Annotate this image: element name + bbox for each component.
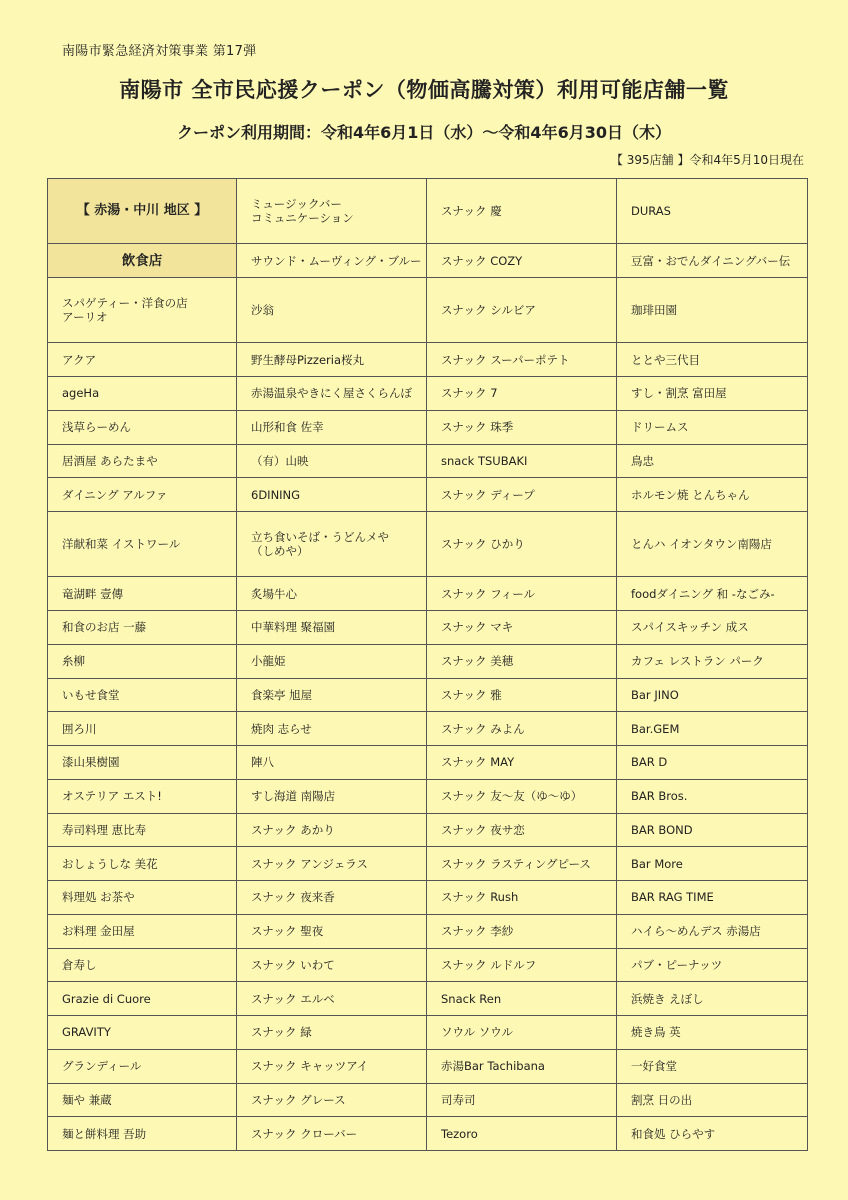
store-cell: ととや三代目 [617, 343, 808, 377]
store-cell: 6DINING [237, 478, 427, 512]
store-cell: Bar JINO [617, 678, 808, 712]
store-cell: 和食のお店 一藤 [48, 611, 237, 645]
table-row [48, 678, 808, 712]
area-label: 【 赤湯・中川 地区 】 [48, 179, 237, 244]
store-cell: DURAS [617, 179, 808, 244]
store-cell: 洋献和菜 イストワール [48, 512, 237, 577]
store-cell: 中華料理 聚福園 [237, 611, 427, 645]
store-cell: カフェ レストラン パーク [617, 644, 808, 678]
store-cell: 浅草らーめん [48, 410, 237, 444]
table-row [48, 982, 808, 1016]
table-row [48, 512, 808, 577]
store-cell: スナック キャッツアイ [237, 1049, 427, 1083]
store-cell: 浜焼き えぼし [617, 982, 808, 1016]
store-cell: スナック 友～友（ゆ～ゆ） [427, 779, 617, 813]
category-label: 飲食店 [48, 244, 237, 278]
store-cell: 食楽亭 旭屋 [237, 678, 427, 712]
store-cell: 糸柳 [48, 644, 237, 678]
table-row [48, 746, 808, 780]
store-cell: 沙翁 [237, 278, 427, 343]
page-title: 南陽市 全市民応援クーポン（物価高騰対策）利用可能店舗一覧 [119, 78, 729, 102]
store-cell: 麺や 兼蔵 [48, 1083, 237, 1117]
store-cell: 山形和食 佐幸 [237, 410, 427, 444]
store-cell: スナック ラスティングピース [427, 847, 617, 881]
store-cell: おしょうしな 美花 [48, 847, 237, 881]
table-row [48, 712, 808, 746]
store-cell: 漆山果樹園 [48, 746, 237, 780]
table-row [48, 577, 808, 611]
store-cell: 珈琲田園 [617, 278, 808, 343]
store-cell: 麺と餅料理 吾助 [48, 1117, 237, 1151]
store-cell: 鳥忠 [617, 444, 808, 478]
store-table-body [48, 179, 808, 1151]
store-cell: 立ち食いそば・うどんメや （しめや） [237, 512, 427, 577]
store-cell: スナック ディープ [427, 478, 617, 512]
store-cell: ハイら～めんデス 赤湯店 [617, 914, 808, 948]
store-cell: snack TSUBAKI [427, 444, 617, 478]
store-cell: スナック 李紗 [427, 914, 617, 948]
store-count-date: 【 395店舗 】令和4年5月10日現在 [610, 153, 804, 167]
table-row [48, 478, 808, 512]
table-row [48, 244, 808, 278]
store-cell: 豆富・おでんダイニングバー伝 [617, 244, 808, 278]
store-cell: スパイスキッチン 成ス [617, 611, 808, 645]
table-row [48, 1016, 808, 1050]
table-row [48, 1049, 808, 1083]
store-cell: 司寿司 [427, 1083, 617, 1117]
store-cell: スナック フィール [427, 577, 617, 611]
store-cell: 竜湖畔 壹傳 [48, 577, 237, 611]
table-row [48, 444, 808, 478]
store-cell: とんハ イオンタウン南陽店 [617, 512, 808, 577]
store-cell: サウンド・ムーヴィング・ブルー [237, 244, 427, 278]
store-cell: foodダイニング 和 -なごみ- [617, 577, 808, 611]
store-cell: ageHa [48, 377, 237, 411]
table-row [48, 377, 808, 411]
store-cell: ダイニング アルファ [48, 478, 237, 512]
table-row [48, 278, 808, 343]
store-table [47, 178, 808, 1151]
store-cell: スナック グレース [237, 1083, 427, 1117]
store-cell: BAR RAG TIME [617, 881, 808, 915]
table-row [48, 1117, 808, 1151]
store-cell: スナック 聖夜 [237, 914, 427, 948]
store-cell: スナック シルビア [427, 278, 617, 343]
store-cell: 倉寿し [48, 948, 237, 982]
store-cell: スナック みよん [427, 712, 617, 746]
store-cell: すし・割烹 富田屋 [617, 377, 808, 411]
store-cell: スナック 夜サ恋 [427, 813, 617, 847]
store-cell: 居酒屋 あらたまや [48, 444, 237, 478]
store-cell: 割烹 日の出 [617, 1083, 808, 1117]
table-row [48, 847, 808, 881]
store-cell: スナック Rush [427, 881, 617, 915]
store-cell: スナック 珠季 [427, 410, 617, 444]
table-row [48, 948, 808, 982]
store-cell: スナック 緑 [237, 1016, 427, 1050]
store-cell: アクア [48, 343, 237, 377]
store-cell: （有）山映 [237, 444, 427, 478]
table-row [48, 1083, 808, 1117]
store-cell: スナック COZY [427, 244, 617, 278]
store-cell: パブ・ピーナッツ [617, 948, 808, 982]
store-cell: Snack Ren [427, 982, 617, 1016]
store-cell: Grazie di Cuore [48, 982, 237, 1016]
store-cell: 赤湯Bar Tachibana [427, 1049, 617, 1083]
store-cell: 焼肉 志らせ [237, 712, 427, 746]
table-row [48, 644, 808, 678]
store-cell: Bar More [617, 847, 808, 881]
store-cell: 料理処 お茶や [48, 881, 237, 915]
store-cell: スナック 夜来香 [237, 881, 427, 915]
store-cell: スナック あかり [237, 813, 427, 847]
store-cell: BAR D [617, 746, 808, 780]
store-cell: 赤湯温泉やきにく屋さくらんぼ [237, 377, 427, 411]
store-cell: スナック スーパーポテト [427, 343, 617, 377]
store-cell: ホルモン焼 とんちゃん [617, 478, 808, 512]
store-cell: 和食処 ひらやす [617, 1117, 808, 1151]
store-cell: スナック ひかり [427, 512, 617, 577]
store-cell: スナック エルベ [237, 982, 427, 1016]
store-cell: スナック アンジェラス [237, 847, 427, 881]
store-cell: BAR Bros. [617, 779, 808, 813]
store-cell: スナック 雅 [427, 678, 617, 712]
table-row [48, 881, 808, 915]
table-row [48, 813, 808, 847]
table-row [48, 179, 808, 244]
store-cell: Tezoro [427, 1117, 617, 1151]
store-cell: スナック MAY [427, 746, 617, 780]
store-cell: 寿司料理 恵比寿 [48, 813, 237, 847]
store-cell: 陣八 [237, 746, 427, 780]
store-cell: グランディール [48, 1049, 237, 1083]
store-cell: スナック 慶 [427, 179, 617, 244]
program-series-label: 南陽市緊急経済対策事業 第17弾 [62, 44, 257, 59]
store-cell: スナック いわて [237, 948, 427, 982]
store-cell: 一好食堂 [617, 1049, 808, 1083]
store-cell: 野生酵母Pizzeria桜丸 [237, 343, 427, 377]
store-cell: スナック 美穂 [427, 644, 617, 678]
table-row [48, 914, 808, 948]
store-cell: 小龍姫 [237, 644, 427, 678]
table-row [48, 779, 808, 813]
store-cell: ミュージックバー コミュニケーション [237, 179, 427, 244]
store-cell: スパゲティー・洋食の店 アーリオ [48, 278, 237, 343]
store-cell: BAR BOND [617, 813, 808, 847]
store-cell: お料理 金田屋 [48, 914, 237, 948]
table-row [48, 410, 808, 444]
store-cell: 炙場牛心 [237, 577, 427, 611]
store-cell: オステリア エスト! [48, 779, 237, 813]
coupon-period: クーポン利用期間：令和4年6月1日（水）～令和4年6月30日（木） [177, 123, 671, 142]
store-cell: Bar.GEM [617, 712, 808, 746]
store-cell: GRAVITY [48, 1016, 237, 1050]
store-cell: ドリームス [617, 410, 808, 444]
store-cell: スナック ルドルフ [427, 948, 617, 982]
table-row [48, 343, 808, 377]
store-cell: スナック クローバー [237, 1117, 427, 1151]
store-cell: 焼き鳥 英 [617, 1016, 808, 1050]
store-cell: すし海道 南陽店 [237, 779, 427, 813]
table-row [48, 611, 808, 645]
store-cell: ソウル ソウル [427, 1016, 617, 1050]
store-cell: スナック 7 [427, 377, 617, 411]
store-cell: いもせ食堂 [48, 678, 237, 712]
store-cell: 囲ろ川 [48, 712, 237, 746]
store-cell: スナック マキ [427, 611, 617, 645]
